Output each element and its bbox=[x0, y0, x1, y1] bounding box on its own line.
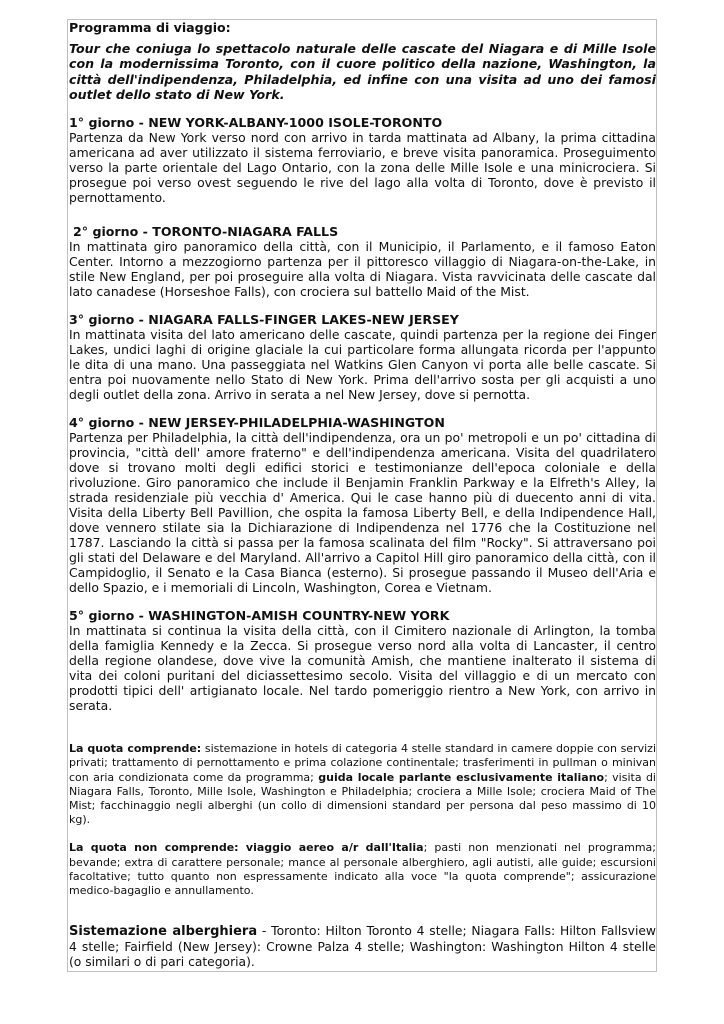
quota-non-comprende-label: La quota non comprende: viaggio aereo a/r dall'Italia bbox=[69, 841, 424, 855]
day-section bbox=[69, 608, 656, 713]
day-section bbox=[69, 224, 656, 299]
intro-paragraph: Tour che coniuga lo spettacolo naturale delle cascate del Niagara e di Mille Isole con la modernissima Toronto, con il cuore politico della nazione, Washington, la città dell'indipendenza, Philadelphia, ed infine con una visita ad uno dei famosi outlet dello stato di New York. bbox=[69, 41, 656, 102]
sistemazione-alberghiera bbox=[69, 924, 656, 971]
quota-comprende-guide: guida locale parlante esclusivamente italiano bbox=[318, 770, 605, 784]
day-heading: 1° giorno - NEW YORK-ALBANY-1000 ISOLE-TORONTO bbox=[69, 115, 443, 131]
quota-comprende bbox=[69, 742, 656, 827]
day-heading: 4° giorno - NEW JERSEY-PHILADELPHIA-WASHINGTON bbox=[69, 415, 445, 431]
day-text: In mattinata giro panoramico della città, con il Municipio, il Parlamento, e il famoso Eaton Center. Intorno a mezzogiorno partenza per il pittoresco villaggio di Niagara-on-the-Lake, in stile New England, per poi proseguire alla volta di Niagara. Vista ravvicinata delle cascate dal lato canadese (Horseshoe Falls), con crociera sul battello Maid of the Mist. bbox=[69, 239, 656, 300]
sistemazione-text: - Toronto: Hilton Toronto 4 stelle; Niagara Falls: Hilton Fallsview 4 stelle; Fairfield (New Jersey): Crowne Palza 4 stelle; Washington: Washington Hilton 4 stelle (o similari o di pari categoria). bbox=[69, 924, 656, 970]
quota-non-comprende bbox=[69, 841, 656, 898]
day-section bbox=[69, 115, 656, 205]
day-text: Partenza per Philadelphia, la città dell'indipendenza, ora un po' metropoli e un po' cittadina di provincia, "città dell' amore fraterno" e dell'indipendenza americana. Visita del quadrilatero dove si trovano molti degli edifici storici e testimonianze dell'epoca coloniale e della rivoluzione. Giro panoramico che include il Benjamin Franklin Parkway e la Elfreth's Alley, la strada residenziale più vecchia d' America. Qui le case hanno più di duecento anni di vita. Visita della Liberty Bell Pavillion, che ospita la famosa Liberty Bell, e della Indipendence Hall, dove vennero stilate sia la Dichiarazione di Indipendenza nel 1776 che la Costituzione nel 1787. Lasciando la città si passa per la famosa scalinata del film "Rocky". Si attraversano poi gli stati del Delaware e del Maryland. All'arrivo a Capitol Hill giro panoramico della città, con il Campidoglio, il Senato e la Casa Bianca (esterno). Si prosegue passando il Museo dell'Aria e dello Spazio, e i memoriali di Lincoln, Washington, Corea e Vietnam. bbox=[69, 430, 656, 596]
quota-comprende-label: La quota comprende: bbox=[69, 742, 202, 756]
day-heading: 2° giorno - TORONTO-NIAGARA FALLS bbox=[73, 224, 339, 240]
day-heading: 3° giorno - NIAGARA FALLS-FINGER LAKES-NEW JERSEY bbox=[69, 312, 459, 328]
day-text: In mattinata si continua la visita della città, con il Cimitero nazionale di Arlington, la tomba della famiglia Kennedy e la Zecca. Si prosegue verso nord alla volta di Lancaster, il centro della regione olandese, dove vive la comunità Amish, che mantiene inalterato il sistema di vita dei coloni puritani del diciassettesimo secolo. Visita del villaggio e di un mercato con prodotti tipici dell' artigianato locale. Nel tardo pomeriggio rientro a New York, con arrivo in serata. bbox=[69, 623, 656, 714]
quota-comprende-text: sistemazione in hotels di categoria 4 stelle standard in camere doppie con servizi privati; trattamento di pernottamento e prima colazione continentale; trasferimenti in pullman o minivan con aria condizionata come da programma; bbox=[69, 742, 656, 784]
day-text: Partenza da New York verso nord con arrivo in tarda mattinata ad Albany, la prima cittadina americana ad aver utilizzato il sistema ferroviario, e breve visita panoramica. Proseguimento verso la parte orientale del Lago Ontario, con la zona delle Mille Isole e una minicrociera. Si prosegue poi verso ovest seguendo le rive del lago alla volta di Toronto, dove è previsto il pernottamento. bbox=[69, 130, 656, 206]
day-section bbox=[69, 415, 656, 595]
document-body bbox=[69, 20, 656, 971]
page-title: Programma di viaggio: bbox=[69, 20, 231, 35]
sistemazione-label: Sistemazione alberghiera bbox=[69, 924, 258, 940]
day-section bbox=[69, 312, 656, 402]
quota-comprende-text-2: ; visita di Niagara Falls, Toronto, Mille Isole, Washington e Philadelphia; crociera a Mille Isole; crociera Maid of The Mist; facchinaggio negli alberghi (un collo di dimensioni standard per persona dal peso massimo di 10 kg). bbox=[69, 770, 656, 827]
day-text: In mattinata visita del lato americano delle cascate, quindi partenza per la regione dei Finger Lakes, undici laghi di origine glaciale la cui particolare forma allungata ricorda per l'appunto le dita di una mano. Una passeggiata nel Watkins Glen Canyon vi porta alle belle cascate. Si entra poi nuovamente nello Stato di New York. Prima dell'arrivo sosta per gli acquisti a uno degli outlet della zona. Arrivo in serata a nel New Jersey, dove si pernotta. bbox=[69, 327, 656, 403]
quota-non-comprende-text: ; pasti non menzionati nel programma; bevande; extra di carattere personale; mance al personale alberghiero, agli autisti, alle guide; escursioni facoltative; tutto quanto non espressamente indicato alla voce "la quota comprende"; assicurazione medico-bagaglio e annullamento. bbox=[69, 841, 656, 898]
day-heading: 5° giorno - WASHINGTON-AMISH COUNTRY-NEW YORK bbox=[69, 608, 450, 624]
